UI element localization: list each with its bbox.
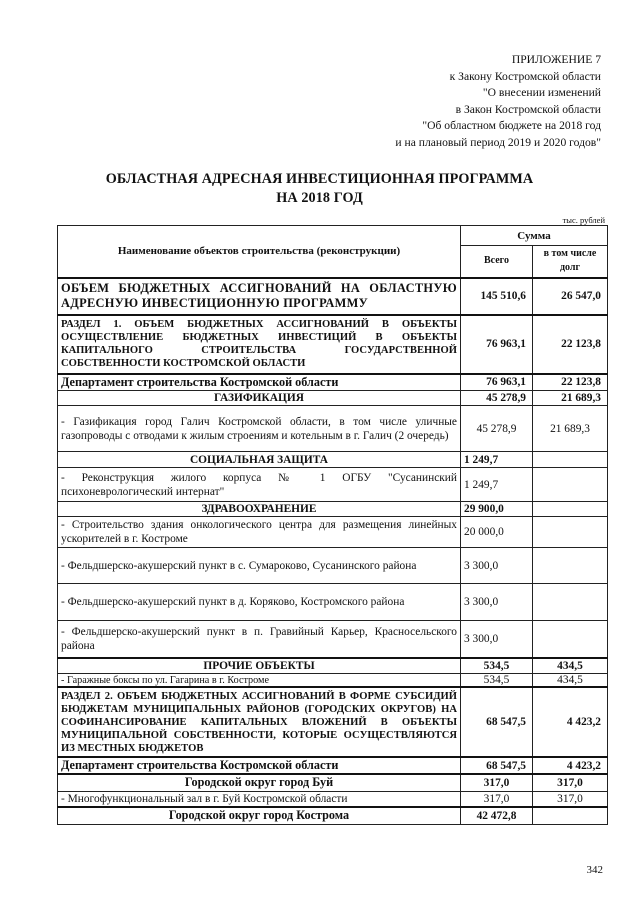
row-debt: [533, 621, 608, 658]
row-name: - Гаражные боксы по ул. Гагарина в г. Костроме: [58, 674, 461, 688]
row-debt: 434,5: [533, 674, 608, 688]
header-total: Всего: [461, 246, 533, 278]
document-title-line2: НА 2018 ГОД: [276, 190, 363, 206]
table-row: [58, 315, 608, 374]
row-total: 45 278,9: [461, 391, 533, 406]
header-debt: в том числе долг: [533, 246, 608, 278]
row-debt: 317,0: [533, 774, 608, 791]
row-name: ЗДРАВООХРАНЕНИЕ: [58, 502, 461, 517]
table-row: [58, 391, 608, 406]
row-name: Департамент строительства Костромской области: [58, 374, 461, 391]
appendix-line: ПРИЛОЖЕНИЕ 7: [511, 53, 601, 66]
row-debt: 434,5: [533, 658, 608, 674]
table-row: [58, 406, 608, 452]
row-name: Городской округ город Кострома: [58, 807, 461, 824]
row-debt: 21 689,3: [533, 406, 608, 452]
table-row: [58, 807, 608, 824]
row-debt: [533, 807, 608, 824]
table-row: [58, 278, 608, 315]
row-name: ПРОЧИЕ ОБЪЕКТЫ: [58, 658, 461, 674]
row-name: - Строительство здания онкологического центра для размещения линейных ускорителей в г. Костроме: [58, 517, 461, 548]
document-title-line1: ОБЛАСТНАЯ АДРЕСНАЯ ИНВЕСТИЦИОННАЯ ПРОГРАММА: [105, 171, 534, 187]
table-header-row: [58, 226, 608, 246]
row-name: ОБЪЕМ БЮДЖЕТНЫХ АССИГНОВАНИЙ НА ОБЛАСТНУЮ АДРЕСНУЮ ИНВЕСТИЦИОННУЮ ПРОГРАММУ: [58, 278, 461, 315]
appendix-line: в Закон Костромской области: [455, 102, 601, 116]
row-debt: 4 423,2: [533, 757, 608, 774]
investment-program-table: [57, 225, 608, 825]
row-debt: [533, 468, 608, 502]
table-row: [58, 621, 608, 658]
row-total: 42 472,8: [461, 807, 533, 824]
row-total: 20 000,0: [461, 517, 533, 548]
row-total: 1 249,7: [461, 468, 533, 502]
row-total: 534,5: [461, 658, 533, 674]
table-row: [58, 658, 608, 674]
table-row: [58, 791, 608, 807]
row-name: РАЗДЕЛ 2. ОБЪЕМ БЮДЖЕТНЫХ АССИГНОВАНИЙ В ФОРМЕ СУБСИДИЙ БЮДЖЕТАМ МУНИЦИПАЛЬНЫХ РАЙОНОВ (ГОРОДСКИХ ОКРУГОВ) НА СОФИНАНСИРОВАНИЕ КАПИТАЛЬНЫХ ВЛОЖЕНИЙ В ОБЪЕКТЫ МУНИЦИПАЛЬНОЙ СОБСТВЕННОСТИ, КОТОРЫЕ ОСУЩЕСТВЛЯЮТСЯ ИЗ МЕСТНЫХ БЮДЖЕТОВ: [58, 687, 461, 757]
row-total: 317,0: [461, 791, 533, 807]
row-name: - Фельдшерско-акушерский пункт в д. Коряково, Костромского района: [58, 584, 461, 621]
appendix-line: "Об областном бюджете на 2018 год: [422, 119, 601, 133]
row-total: 76 963,1: [461, 315, 533, 374]
table-row: [58, 468, 608, 502]
row-name: РАЗДЕЛ 1. ОБЪЕМ БЮДЖЕТНЫХ АССИГНОВАНИЙ В ОБЪЕКТЫ ОСУЩЕСТВЛЕНИЕ БЮДЖЕТНЫХ ИНВЕСТИЦИЙ В ОБЪЕКТЫ КАПИТАЛЬНОГО СТРОИТЕЛЬСТВА ГОСУДАРСТВЕННОЙ СОБСТВЕННОСТИ КОСТРОМСКОЙ ОБЛАСТИ: [58, 315, 461, 374]
unit-label: тыс. рублей: [562, 215, 605, 225]
row-name: СОЦИАЛЬНАЯ ЗАЩИТА: [58, 452, 461, 468]
table-row: [58, 502, 608, 517]
table-row: [58, 757, 608, 774]
row-name: - Реконструкция жилого корпуса № 1 ОГБУ "Сусанинский психоневрологический интернат": [58, 468, 461, 502]
row-debt: 21 689,3: [533, 391, 608, 406]
table-row: [58, 452, 608, 468]
row-total: 1 249,7: [461, 452, 533, 468]
appendix-header: [395, 52, 601, 152]
table-row: [58, 584, 608, 621]
row-debt: [533, 517, 608, 548]
row-total: 534,5: [461, 674, 533, 688]
row-debt: [533, 548, 608, 584]
row-total: 317,0: [461, 774, 533, 791]
appendix-line: к Закону Костромской области: [449, 69, 601, 83]
table-row: [58, 774, 608, 791]
row-debt: [533, 584, 608, 621]
row-total: 145 510,6: [461, 278, 533, 315]
table-row: [58, 687, 608, 757]
table-row: [58, 517, 608, 548]
row-name: - Фельдшерско-акушерский пункт в с. Сумароково, Сусанинского района: [58, 548, 461, 584]
row-debt: 317,0: [533, 791, 608, 807]
table-row: [58, 374, 608, 391]
row-total: 68 547,5: [461, 687, 533, 757]
header-name: Наименование объектов строительства (реконструкции): [58, 226, 461, 278]
row-debt: 22 123,8: [533, 374, 608, 391]
page-number: 342: [586, 864, 603, 876]
row-name: - Фельдшерско-акушерский пункт в п. Гравийный Карьер, Красносельского района: [58, 621, 461, 658]
row-debt: [533, 502, 608, 517]
row-total: 45 278,9: [461, 406, 533, 452]
appendix-line: и на плановый период 2019 и 2020 годов": [395, 135, 601, 149]
appendix-line: "О внесении изменений: [482, 86, 601, 100]
row-name: ГАЗИФИКАЦИЯ: [58, 391, 461, 406]
row-name: Городской округ город Буй: [58, 774, 461, 791]
row-total: 3 300,0: [461, 621, 533, 658]
row-debt: 4 423,2: [533, 687, 608, 757]
row-total: 76 963,1: [461, 374, 533, 391]
row-name: Департамент строительства Костромской области: [58, 757, 461, 774]
table-row: [58, 674, 608, 688]
row-debt: [533, 452, 608, 468]
row-debt: 26 547,0: [533, 278, 608, 315]
document-title: [0, 170, 639, 208]
row-name: - Газификация город Галич Костромской области, в том числе уличные газопроводы с отводами к жилым строениям и котельным в г. Галич (2 очередь): [58, 406, 461, 452]
header-sum: Сумма: [461, 226, 608, 246]
row-total: 3 300,0: [461, 548, 533, 584]
row-debt: 22 123,8: [533, 315, 608, 374]
row-total: 3 300,0: [461, 584, 533, 621]
row-name: - Многофункциональный зал в г. Буй Костромской области: [58, 791, 461, 807]
row-total: 29 900,0: [461, 502, 533, 517]
row-total: 68 547,5: [461, 757, 533, 774]
table-row: [58, 548, 608, 584]
